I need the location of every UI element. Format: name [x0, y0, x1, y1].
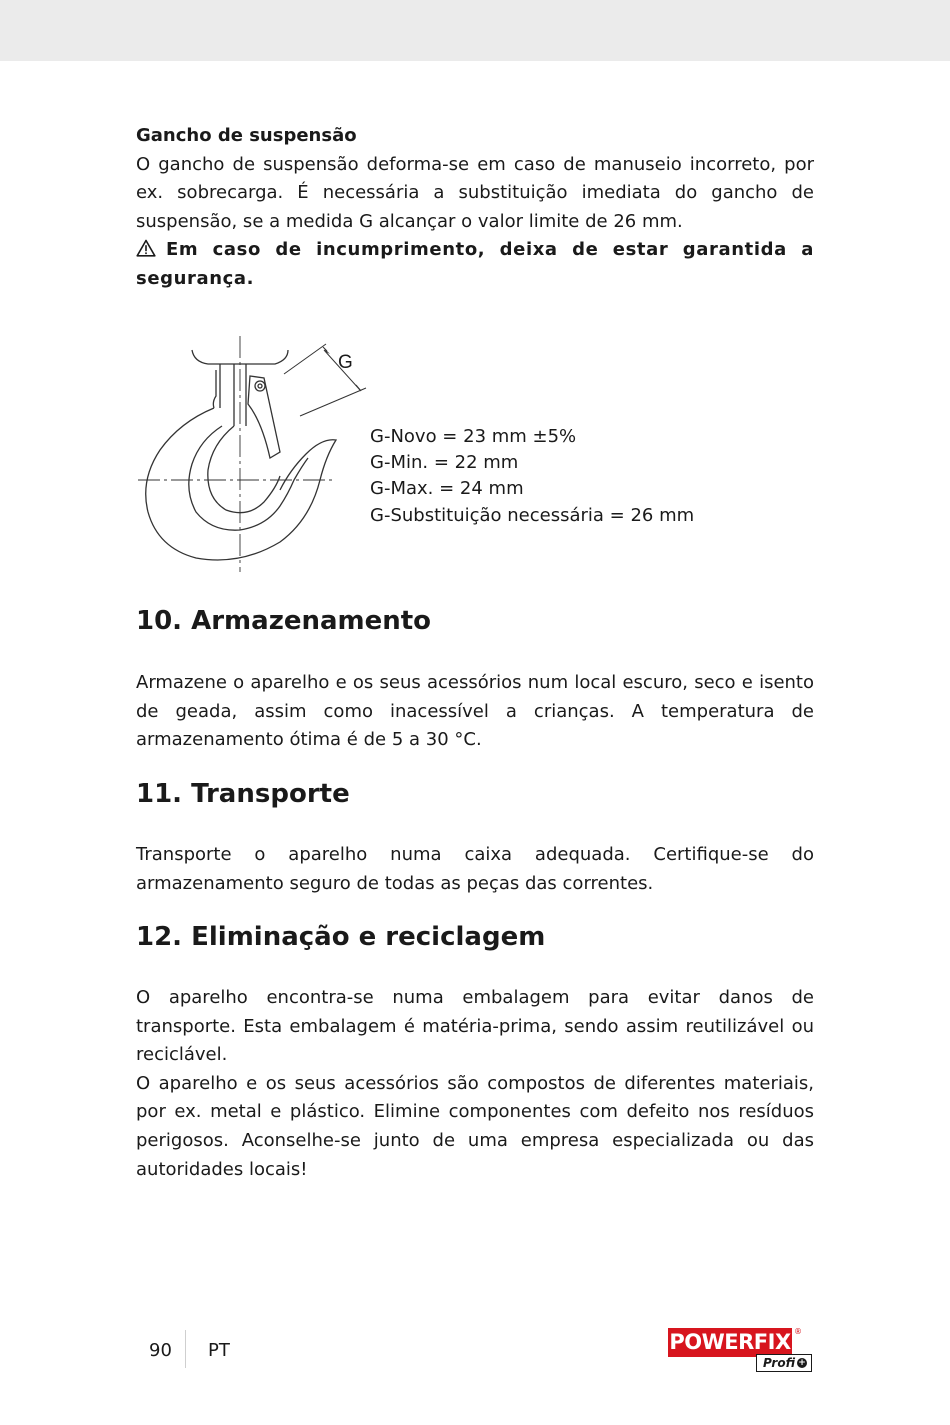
page-header-bar: [0, 0, 950, 61]
transport-section: [136, 841, 814, 898]
storage-section: [136, 669, 814, 755]
hook-section-body: O gancho de suspensão deforma-se em caso de manuseio incorreto, por ex. sobrecarga. É necessária a substituição imediata do gancho de suspensão, se a medida G alcançar o valor limite de 26 mm.: [136, 153, 814, 232]
logo-registered-mark: ®: [794, 1327, 802, 1336]
disposal-section: [136, 984, 814, 1184]
dimension-g-label: G: [338, 352, 353, 373]
safety-warning-text: Em caso de incumprimento, deixa de estar garantida a segurança.: [136, 239, 814, 289]
logo-profi-text: Profi: [763, 1356, 796, 1370]
disposal-paragraph-2: O aparelho e os seus acessórios são compostos de diferentes materiais, por ex. metal e plástico. Elimine componentes com defeito nos resíduos perigosos. Aconselhe-se junto de uma empresa especializada ou das autoridades locais!: [136, 1072, 814, 1180]
hook-section-title: Gancho de suspensão: [136, 125, 357, 146]
hook-specs: [370, 424, 694, 529]
spec-g-replacement: G-Substituição necessária = 26 mm: [370, 504, 695, 526]
spec-g-min: G-Min. = 22 mm: [370, 452, 519, 474]
logo-profi-badge: [756, 1354, 812, 1372]
spec-g-max: G-Max. = 24 mm: [370, 478, 524, 500]
footer-divider: [185, 1330, 186, 1368]
heading-transport: 11. Transporte: [136, 779, 350, 809]
spec-g-new: G-Novo = 23 mm ±5%: [370, 426, 577, 447]
heading-disposal: 12. Eliminação e reciclagem: [136, 922, 546, 952]
plus-circle-icon: +: [798, 1358, 806, 1368]
transport-paragraph: Transporte o aparelho numa caixa adequada. Certifique-se do armazenamento seguro de todas as peças das correntes.: [136, 844, 814, 894]
heading-storage: 10. Armazenamento: [136, 606, 432, 636]
storage-paragraph: Armazene o aparelho e os seus acessórios num local escuro, seco e isento de geada, assim como inacessível a crianças. A temperatura de armazenamento ótima é de 5 a 30 °C.: [136, 672, 814, 751]
disposal-paragraph-1: O aparelho encontra-se numa embalagem para evitar danos de transporte. Esta embalagem é matéria-prima, sendo assim reutilizável ou reciclável.: [136, 987, 814, 1066]
safety-warning: [136, 236, 814, 293]
logo-brand-text: POWERFIX: [668, 1328, 792, 1357]
warning-triangle-icon: [136, 239, 156, 257]
language-code: PT: [208, 1340, 230, 1361]
powerfix-logo: [668, 1328, 814, 1372]
hook-section: [136, 122, 814, 294]
page-number: 90: [149, 1340, 172, 1361]
